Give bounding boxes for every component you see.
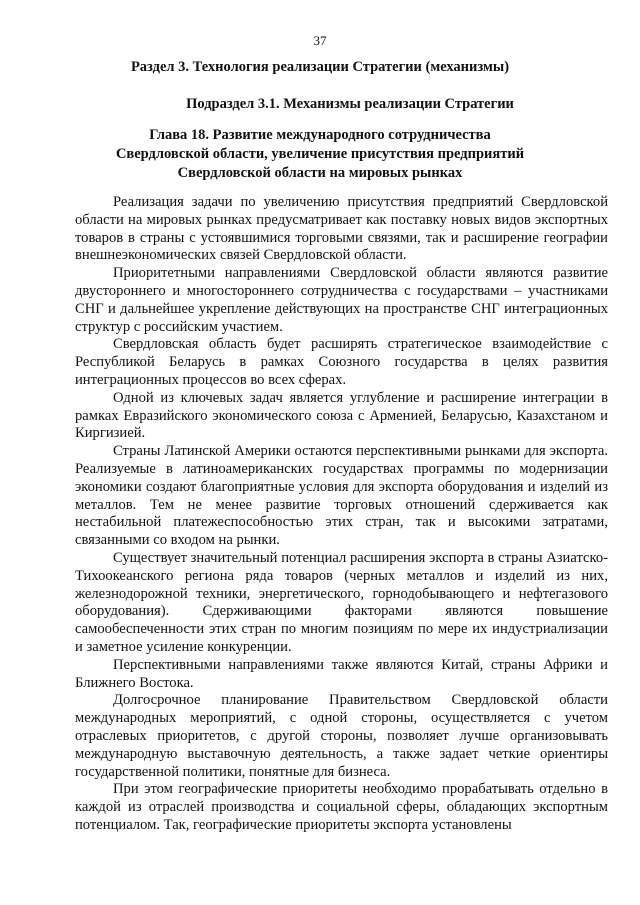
paragraph: Страны Латинской Америки остаются перспективными рынками для экспорта. Реализуемые в латиноамериканских государствах программы по модернизации экономики создают благоприятные условия для экспорта оборудования и изделий из металлов. Тем не менее развитие торговых отношений сдерживается как нестабильной платежеспособностью этих стран, так и высокими затратами, связанными со входом на рынки.	[75, 443, 608, 549]
paragraph: Перспективными направлениями также являются Китай, страны Африки и Ближнего Востока.	[75, 656, 608, 691]
paragraph: Свердловская область будет расширять стратегическое взаимодействие с Республикой Беларусь в рамках Союзного государства в целях развития интеграционных процессов во всех сферах.	[75, 336, 608, 388]
chapter-title	[0, 126, 640, 183]
paragraph: Одной из ключевых задач является углубление и расширение интеграции в рамках Евразийского экономического союза с Арменией, Беларусью, Казахстаном и Киргизией.	[75, 389, 608, 442]
paragraph: Долгосрочное планирование Правительством Свердловской области международных мероприятий, с одной стороны, осуществляется с учетом отраслевых приоритетов, с другой стороны, позволяет лучше организовывать международную выставочную деятельность, а также задает четкие ориентиры государственной политики, понятные для бизнеса.	[75, 692, 608, 780]
paragraph: Реализация задачи по увеличению присутствия предприятий Свердловской области на мировых рынках предусматривает как поставку новых видов экспортных товаров в страны с устоявшимися торговыми связями, так и расширение географии внешнеэкономических связей Свердловской области.	[75, 194, 608, 264]
paragraph: При этом географические приоритеты необходимо прорабатывать отдельно в каждой из отраслей производства и социальной сферы, обладающих экспортным потенциалом. Так, географические приоритеты экспорта установлены	[75, 781, 608, 833]
chapter-title-line: Свердловской области на мировых рынках	[177, 165, 463, 181]
body-text	[75, 194, 608, 835]
subsection-title: Подраздел 3.1. Механизмы реализации Стратегии	[186, 96, 514, 112]
chapter-title-line: Глава 18. Развитие международного сотрудничества	[149, 127, 491, 143]
paragraph: Приоритетными направлениями Свердловской области являются развитие двустороннего и многостороннего сотрудничества с государствами – участниками СНГ и дальнейшее укрепление действующих на пространстве СНГ интеграционных структур с российским участием.	[75, 265, 608, 335]
paragraph: Существует значительный потенциал расширения экспорта в страны Азиатско-Тихоокеанского региона ряда товаров (черных металлов и изделий из них, железнодорожной техники, энергетического, горнодобывающего и нефтегазового оборудования). Сдерживающими факторами являются повышение самообеспеченности этих стран по многим позициям по мере их индустриализации и заметное усиление конкуренции.	[75, 549, 608, 655]
chapter-title-line: Свердловской области, увеличение присутствия предприятий	[115, 146, 525, 162]
section-title: Раздел 3. Технология реализации Стратегии (механизмы)	[130, 59, 510, 75]
page-number: 37	[313, 33, 327, 48]
